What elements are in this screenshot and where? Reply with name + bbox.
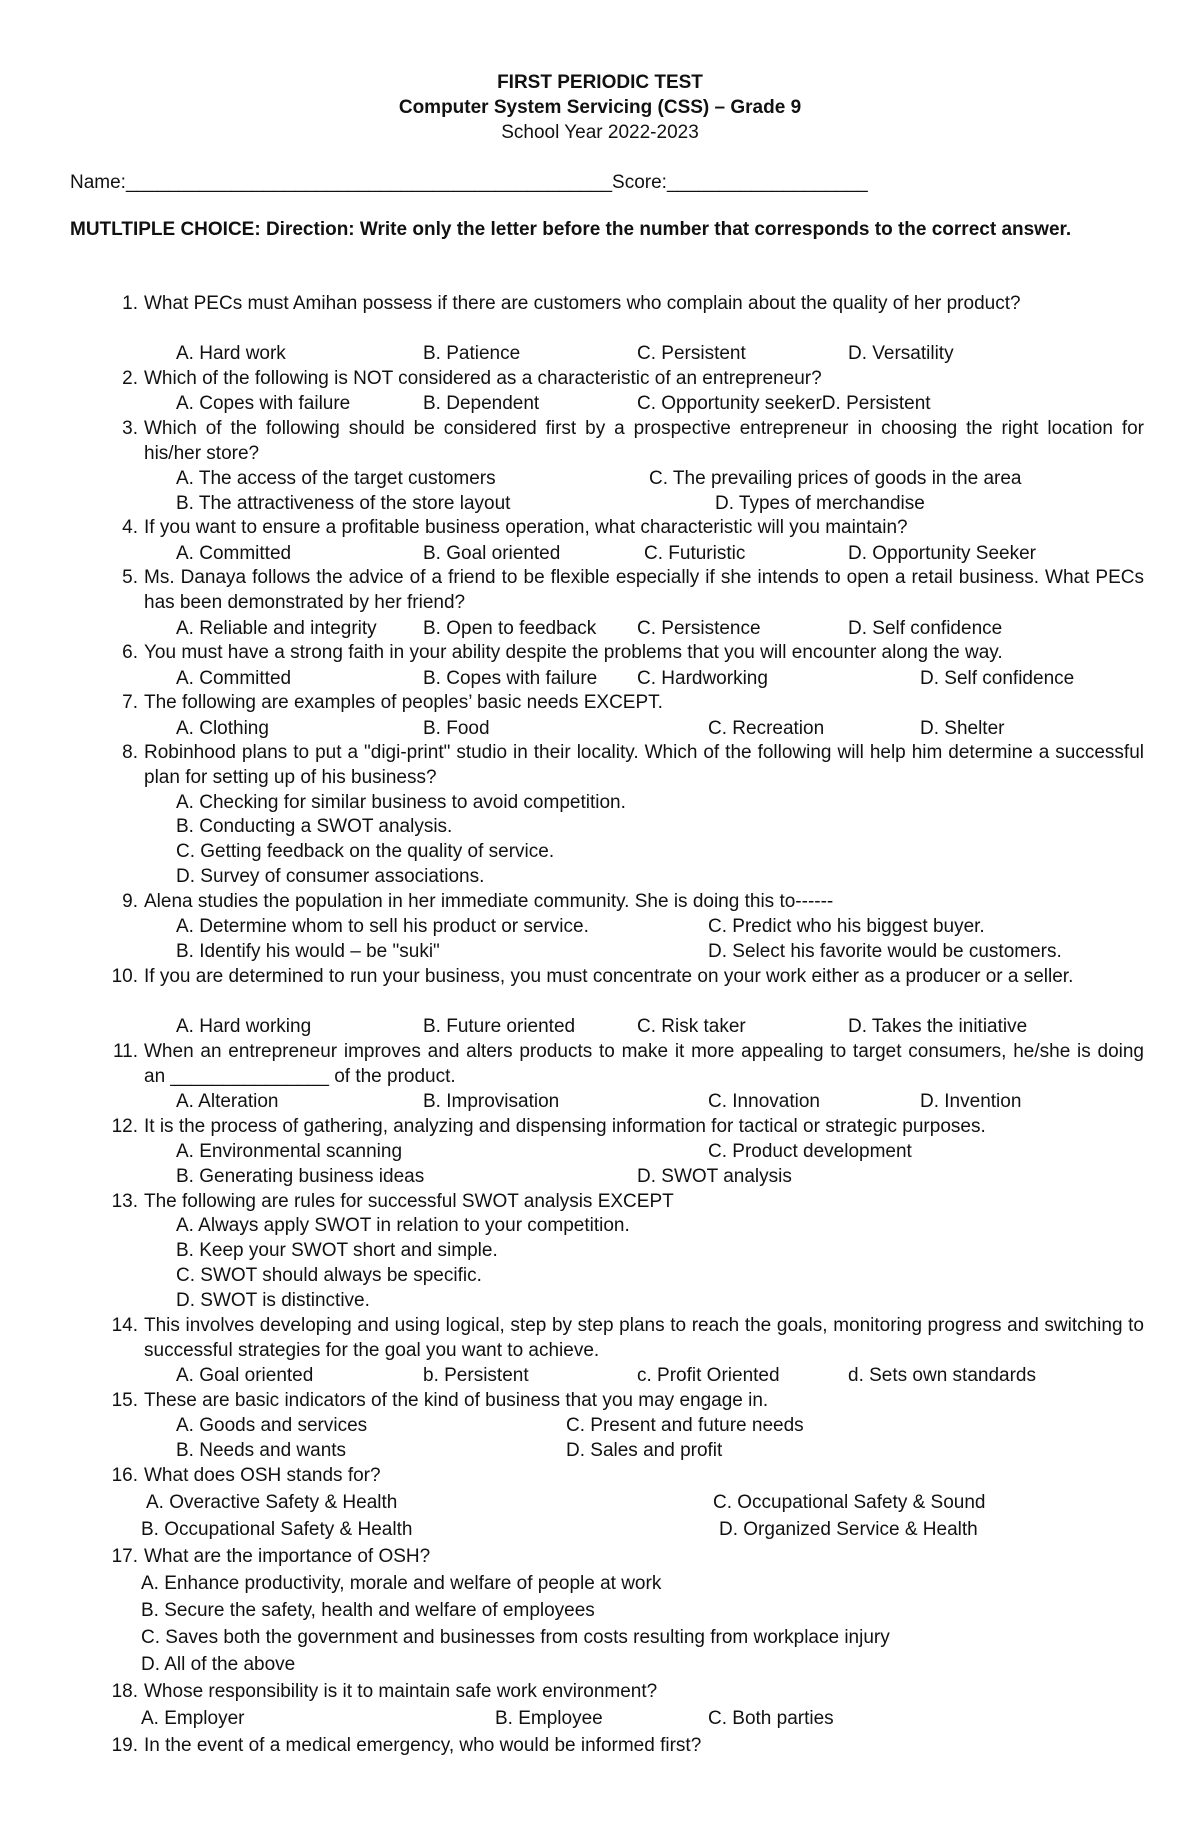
option: A. Alteration — [176, 1091, 279, 1112]
question-text: You must have a strong faith in your ability despite the problems that you will encounter along the way. — [144, 642, 1003, 663]
option: c. Profit Oriented — [637, 1365, 780, 1386]
question-number: 11. — [112, 1041, 138, 1062]
option: D. Self confidence — [848, 618, 1003, 639]
option: D. Select his favorite would be customers. — [708, 941, 1062, 962]
option: C. Saves both the government and businesses from costs resulting from workplace injury — [141, 1627, 890, 1648]
question-text: It is the process of gathering, analyzing and dispensing information for tactical or strategic purposes. — [144, 1116, 986, 1137]
question-text: In the event of a medical emergency, who would be informed first? — [144, 1735, 702, 1756]
option: A. Employer — [141, 1708, 245, 1729]
option: B. Conducting a SWOT analysis. — [176, 816, 453, 837]
option: A. Copes with failure — [176, 393, 351, 414]
option: C. The prevailing prices of goods in the area — [649, 468, 1022, 489]
option: A. Reliable and integrity — [176, 618, 377, 639]
option: C. Product development — [708, 1141, 912, 1162]
option: C. Both parties — [708, 1708, 834, 1729]
option: C. SWOT should always be specific. — [176, 1265, 482, 1286]
option: D. Types of merchandise — [715, 493, 925, 514]
question-text: What PECs must Amihan possess if there are customers who complain about the quality of her product? — [144, 293, 1021, 314]
option: A. Clothing — [176, 718, 269, 739]
score-label: Score: — [612, 172, 667, 193]
option: B. Future oriented — [423, 1016, 576, 1037]
test-subtitle: Computer System Servicing (CSS) – Grade 9 — [398, 97, 802, 118]
question-text: What does OSH stands for? — [144, 1465, 381, 1486]
option: B. The attractiveness of the store layout — [176, 493, 511, 514]
option: C. Opportunity seekerD. Persistent — [637, 393, 931, 414]
option: C. Futuristic — [644, 543, 746, 564]
question-number: 12. — [111, 1116, 138, 1137]
question-text: Ms. Danaya follows the advice of a friend to be flexible especially if she intends to open a retail business. What PECs has been demonstrated by her friend? — [144, 567, 1144, 613]
option: B. Generating business ideas — [176, 1166, 425, 1187]
option: D. SWOT analysis — [637, 1166, 792, 1187]
option: B. Food — [423, 718, 490, 739]
option: C. Predict who his biggest buyer. — [708, 916, 985, 937]
question-number: 6. — [122, 642, 138, 663]
test-title: FIRST PERIODIC TEST — [497, 72, 703, 93]
question-number: 5. — [122, 567, 138, 588]
school-year: School Year 2022-2023 — [501, 122, 699, 143]
option: C. Getting feedback on the quality of service. — [176, 841, 555, 862]
option: B. Employee — [495, 1708, 603, 1729]
option: B. Goal oriented — [423, 543, 561, 564]
question-text: The following are rules for successful SWOT analysis EXCEPT — [144, 1191, 674, 1212]
question-text: Which of the following is NOT considered as a characteristic of an entrepreneur? — [144, 368, 822, 389]
option: B. Occupational Safety & Health — [141, 1519, 413, 1540]
option: A. Committed — [176, 543, 292, 564]
option: A. Committed — [176, 668, 292, 689]
option: A. Always apply SWOT in relation to your competition. — [176, 1215, 630, 1236]
question-text: If you want to ensure a profitable business operation, what characteristic will you maintain? — [144, 517, 908, 538]
question-text: Which of the following should be considered first by a prospective entrepreneur in choosing the right location for his/her store? — [144, 418, 1144, 464]
option: B. Dependent — [423, 393, 540, 414]
option: B. Identify his would – be "suki" — [176, 941, 440, 962]
name-label: Name: — [70, 172, 126, 193]
option: A. Environmental scanning — [176, 1141, 403, 1162]
option: C. Hardworking — [637, 668, 768, 689]
option: D. Versatility — [848, 343, 954, 364]
option: B. Copes with failure — [423, 668, 598, 689]
option: C. Persistent — [637, 343, 746, 364]
question-number: 19. — [111, 1735, 138, 1756]
option: B. Open to feedback — [423, 618, 597, 639]
question-text: This involves developing and using logical, step by step plans to reach the goals, monitoring progress and switching to successful strategies for the goal you want to achieve. — [144, 1315, 1144, 1361]
option: A. Hard work — [176, 343, 286, 364]
question-text: The following are examples of peoples’ basic needs EXCEPT. — [144, 692, 663, 713]
question-text: Alena studies the population in her immediate community. She is doing this to------ — [144, 891, 834, 912]
question-text: Whose responsibility is it to maintain safe work environment? — [144, 1681, 658, 1702]
option: d. Sets own standards — [848, 1365, 1036, 1386]
option: C. Occupational Safety & Sound — [713, 1492, 986, 1513]
question-number: 17. — [111, 1546, 138, 1567]
option: D. Shelter — [920, 718, 1005, 739]
question-number: 2. — [122, 368, 138, 389]
option: A. Goal oriented — [176, 1365, 314, 1386]
question-number: 15. — [111, 1390, 138, 1411]
question-text: What are the importance of OSH? — [144, 1546, 431, 1567]
option: D. Opportunity Seeker — [848, 543, 1036, 564]
question-number: 7. — [122, 692, 138, 713]
question-number: 8. — [122, 742, 138, 763]
option: A. Determine whom to sell his product or service. — [176, 916, 589, 937]
question-number: 16. — [111, 1465, 138, 1486]
option: b. Persistent — [423, 1365, 529, 1386]
option: D. Invention — [920, 1091, 1022, 1112]
name-score-row — [70, 172, 868, 194]
question-number: 4. — [122, 517, 138, 538]
question-number: 18. — [111, 1681, 138, 1702]
option: B. Secure the safety, health and welfare of employees — [141, 1600, 595, 1621]
option: D. Organized Service & Health — [719, 1519, 978, 1540]
question-number: 3. — [122, 418, 138, 439]
option: A. Overactive Safety & Health — [146, 1492, 398, 1513]
name-blank[interactable]: ______________________________________________ — [125, 172, 613, 193]
option: C. Risk taker — [637, 1016, 746, 1037]
option: A. Goods and services — [176, 1415, 368, 1436]
question-text: Robinhood plans to put a "digi-print" studio in their locality. Which of the following will help him determine a successful plan for setting up of his business? — [144, 742, 1144, 788]
option: C. Present and future needs — [566, 1415, 804, 1436]
option: D. All of the above — [141, 1654, 296, 1675]
question-number: 9. — [122, 891, 138, 912]
option: B. Keep your SWOT short and simple. — [176, 1240, 498, 1261]
direction-text: MUTLTIPLE CHOICE: Direction: Write only the letter before the number that corresponds to the correct answer. — [70, 219, 1072, 240]
option: A. Hard working — [176, 1016, 312, 1037]
option: B. Patience — [423, 343, 521, 364]
option: A. Enhance productivity, morale and welfare of people at work — [141, 1573, 662, 1594]
option: C. Persistence — [637, 618, 761, 639]
option: B. Improvisation — [423, 1091, 560, 1112]
option: D. Takes the initiative — [848, 1016, 1028, 1037]
question-text: These are basic indicators of the kind of business that you may engage in. — [144, 1390, 769, 1411]
option: C. Innovation — [708, 1091, 820, 1112]
option: D. Self confidence — [920, 668, 1075, 689]
option: D. Survey of consumer associations. — [176, 866, 485, 887]
option: A. The access of the target customers — [176, 468, 496, 489]
option: A. Checking for similar business to avoid competition. — [176, 792, 626, 813]
question-number: 10. — [111, 966, 138, 987]
option: D. SWOT is distinctive. — [176, 1290, 370, 1311]
option: C. Recreation — [708, 718, 825, 739]
option: B. Needs and wants — [176, 1440, 347, 1461]
question-text: When an entrepreneur improves and alters products to make it more appealing to target consumers, he/she is doing an _______________ of the product. — [144, 1041, 1144, 1087]
question-number: 1. — [122, 293, 138, 314]
question-number: 14. — [111, 1315, 138, 1336]
question-number: 13. — [111, 1191, 138, 1212]
option: D. Sales and profit — [566, 1440, 723, 1461]
question-text: If you are determined to run your business, you must concentrate on your work either as a producer or a seller. — [144, 966, 1074, 987]
score-blank[interactable]: ___________________ — [666, 172, 868, 193]
